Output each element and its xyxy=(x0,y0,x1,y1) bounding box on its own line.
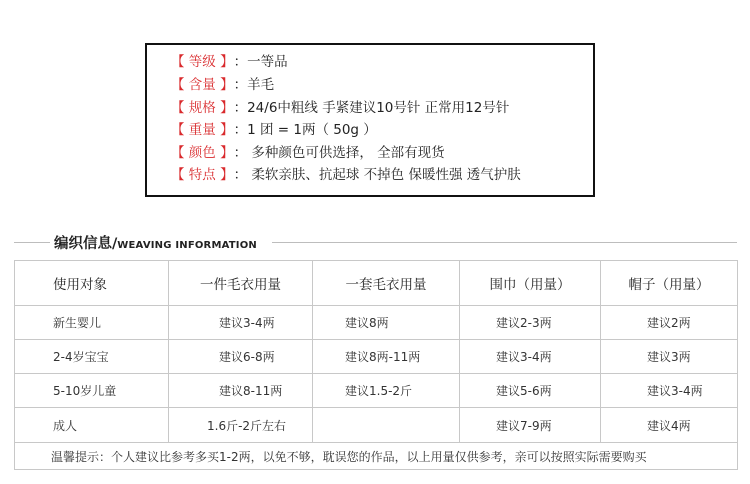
table-note-row xyxy=(15,443,738,470)
table-cell: 新生婴儿 xyxy=(15,306,169,340)
spec-value: ：一等品 xyxy=(233,54,288,70)
spec-weight xyxy=(171,117,377,139)
column-header: 帽子（用量） xyxy=(601,261,738,306)
table-note: 温馨提示：个人建议比参考多买1-2两，以免不够，耽误您的作品，以上用量仅供参考，亲可以按照实际需要购买 xyxy=(15,443,738,470)
table-cell: 建议4两 xyxy=(601,408,738,443)
spec-value: ：24/6中粗线 手紧建议10号针 正常用12号针 xyxy=(233,100,510,116)
section-subtitle: WEAVING INFORMATION xyxy=(117,240,257,251)
spec-value: ：羊毛 xyxy=(233,77,275,93)
weaving-info-table xyxy=(14,260,738,470)
table-cell: 建议8两 xyxy=(313,306,460,340)
table-cell: 建议8两-11两 xyxy=(313,340,460,374)
table-cell: 建议2两 xyxy=(601,306,738,340)
table-cell: 建议3-4两 xyxy=(460,340,601,374)
table-header-row xyxy=(15,261,738,306)
spec-grade xyxy=(171,49,288,71)
table-cell: 建议5-6两 xyxy=(460,374,601,408)
section-divider-left xyxy=(14,242,50,243)
spec-key: 【 等级 】 xyxy=(171,54,234,70)
spec-features xyxy=(171,162,521,184)
section-title: 编织信息/ xyxy=(54,236,118,252)
column-header: 使用对象 xyxy=(15,261,169,306)
table-cell: 建议1.5-2斤 xyxy=(313,374,460,408)
column-header: 一件毛衣用量 xyxy=(169,261,313,306)
spec-key: 【 颜色 】 xyxy=(171,145,234,161)
spec-key: 【 规格 】 xyxy=(171,100,234,116)
table-cell: 建议6-8两 xyxy=(169,340,313,374)
table-cell xyxy=(313,408,460,443)
table-row xyxy=(15,374,738,408)
table-cell: 建议7-9两 xyxy=(460,408,601,443)
spec-value: ： 多种颜色可供选择， 全部有现货 xyxy=(233,145,445,161)
table-cell: 2-4岁宝宝 xyxy=(15,340,169,374)
spec-specification xyxy=(171,95,509,117)
spec-key: 【 特点 】 xyxy=(171,167,234,183)
table-row xyxy=(15,306,738,340)
table-cell: 5-10岁儿童 xyxy=(15,374,169,408)
table-cell: 建议3-4两 xyxy=(169,306,313,340)
section-heading xyxy=(54,232,257,253)
section-divider-right xyxy=(272,242,737,243)
column-header: 一套毛衣用量 xyxy=(313,261,460,306)
spec-value: ：1 团 = 1两（ 50g ） xyxy=(233,122,377,138)
spec-key: 【 重量 】 xyxy=(171,122,234,138)
table-row xyxy=(15,340,738,374)
spec-content xyxy=(171,72,274,94)
table-cell: 成人 xyxy=(15,408,169,443)
column-header: 围巾（用量） xyxy=(460,261,601,306)
spec-key: 【 含量 】 xyxy=(171,77,234,93)
table-cell: 建议3-4两 xyxy=(601,374,738,408)
spec-value: ： 柔软亲肤、抗起球 不掉色 保暖性强 透气护肤 xyxy=(233,167,521,183)
table-row xyxy=(15,408,738,443)
table-cell: 建议8-11两 xyxy=(169,374,313,408)
table-cell: 建议2-3两 xyxy=(460,306,601,340)
table-cell: 建议3两 xyxy=(601,340,738,374)
product-spec-box xyxy=(145,43,595,197)
spec-color xyxy=(171,140,445,162)
table-cell: 1.6斤-2斤左右 xyxy=(169,408,313,443)
